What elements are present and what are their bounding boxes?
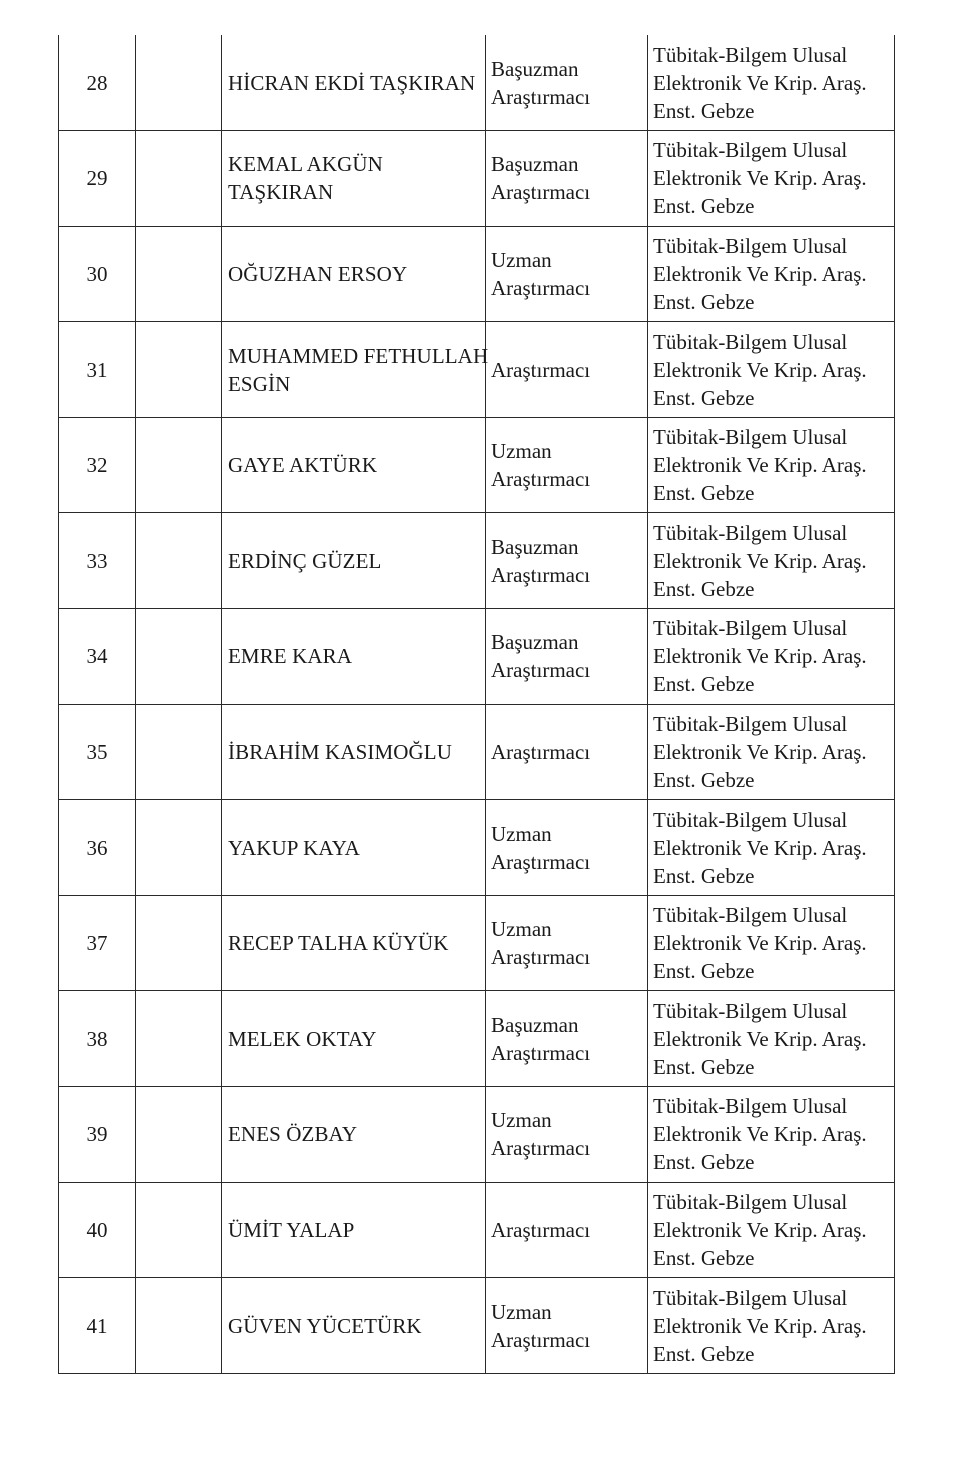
job-title-line: Uzman	[491, 821, 552, 846]
institution-line: Tübitak-Bilgem Ulusal	[653, 42, 848, 67]
institution-line: Enst. Gebze	[653, 863, 755, 888]
institution	[648, 1182, 895, 1278]
institution-line: Elektronik Ve Krip. Araş.	[653, 931, 867, 956]
institution	[648, 895, 895, 991]
table-row	[59, 35, 895, 131]
table-row	[59, 322, 895, 418]
person-name	[222, 417, 486, 513]
institution	[648, 704, 895, 800]
empty-cell	[136, 1087, 222, 1183]
institution	[648, 609, 895, 705]
row-number: 41	[59, 1278, 136, 1374]
row-number: 36	[59, 800, 136, 896]
institution-line: Elektronik Ve Krip. Araş.	[653, 1313, 867, 1338]
person-name	[222, 895, 486, 991]
empty-cell	[136, 609, 222, 705]
institution-line: Enst. Gebze	[653, 481, 755, 506]
institution-line: Tübitak-Bilgem Ulusal	[653, 233, 848, 258]
person-name	[222, 1182, 486, 1278]
personnel-table	[58, 35, 895, 1374]
institution-line: Enst. Gebze	[653, 576, 755, 601]
job-title-line: Araştırmacı	[491, 1217, 591, 1242]
institution	[648, 1087, 895, 1183]
job-title-line: Uzman	[491, 917, 552, 942]
job-title-line: Başuzman	[491, 56, 579, 81]
empty-cell	[136, 322, 222, 418]
row-number: 37	[59, 895, 136, 991]
job-title	[486, 226, 648, 322]
job-title-line: Uzman	[491, 1108, 552, 1133]
institution-line: Tübitak-Bilgem Ulusal	[653, 520, 848, 545]
table-row	[59, 1278, 895, 1374]
institution	[648, 417, 895, 513]
institution	[648, 513, 895, 609]
person-name-line: GÜVEN YÜCETÜRK	[228, 1313, 422, 1338]
job-title	[486, 417, 648, 513]
institution-line: Elektronik Ve Krip. Araş.	[653, 166, 867, 191]
person-name	[222, 609, 486, 705]
institution	[648, 322, 895, 418]
person-name-line: KEMAL AKGÜN	[228, 152, 383, 177]
job-title-line: Araştırmacı	[491, 275, 591, 300]
empty-cell	[136, 800, 222, 896]
job-title	[486, 1087, 648, 1183]
person-name	[222, 513, 486, 609]
institution-line: Elektronik Ve Krip. Araş.	[653, 1122, 867, 1147]
empty-cell	[136, 131, 222, 227]
job-title	[486, 704, 648, 800]
row-number: 33	[59, 513, 136, 609]
row-number: 30	[59, 226, 136, 322]
institution-line: Elektronik Ve Krip. Araş.	[653, 357, 867, 382]
person-name-line: ENES ÖZBAY	[228, 1122, 358, 1147]
institution-line: Enst. Gebze	[653, 1150, 755, 1175]
row-number: 29	[59, 131, 136, 227]
institution	[648, 131, 895, 227]
person-name-line: TAŞKIRAN	[228, 180, 334, 205]
table-row	[59, 609, 895, 705]
institution-line: Elektronik Ve Krip. Araş.	[653, 835, 867, 860]
person-name	[222, 1278, 486, 1374]
person-name	[222, 1087, 486, 1183]
institution	[648, 226, 895, 322]
job-title-line: Uzman	[491, 439, 552, 464]
person-name-line: MUHAMMED FETHULLAH	[228, 343, 489, 368]
job-title	[486, 800, 648, 896]
table-row	[59, 226, 895, 322]
job-title-line: Araştırmacı	[491, 658, 591, 683]
person-name	[222, 131, 486, 227]
institution-line: Elektronik Ve Krip. Araş.	[653, 739, 867, 764]
institution-line: Enst. Gebze	[653, 289, 755, 314]
institution-line: Enst. Gebze	[653, 98, 755, 123]
institution-line: Tübitak-Bilgem Ulusal	[653, 807, 848, 832]
institution-line: Tübitak-Bilgem Ulusal	[653, 1094, 848, 1119]
institution-line: Tübitak-Bilgem Ulusal	[653, 329, 848, 354]
job-title-line: Araştırmacı	[491, 1327, 591, 1352]
institution-line: Enst. Gebze	[653, 1341, 755, 1366]
person-name	[222, 226, 486, 322]
person-name-line: ERDİNÇ GÜZEL	[228, 548, 382, 573]
empty-cell	[136, 513, 222, 609]
empty-cell	[136, 226, 222, 322]
job-title	[486, 1278, 648, 1374]
job-title-line: Başuzman	[491, 1012, 579, 1037]
job-title	[486, 513, 648, 609]
person-name-line: HİCRAN EKDİ TAŞKIRAN	[228, 70, 476, 95]
institution-line: Elektronik Ve Krip. Araş.	[653, 1026, 867, 1051]
person-name	[222, 35, 486, 131]
job-title-line: Araştırmacı	[491, 1040, 591, 1065]
person-name-line: EMRE KARA	[228, 644, 352, 669]
job-title-line: Başuzman	[491, 152, 579, 177]
institution-line: Tübitak-Bilgem Ulusal	[653, 425, 848, 450]
job-title-line: Araştırmacı	[491, 739, 591, 764]
institution-line: Enst. Gebze	[653, 385, 755, 410]
institution	[648, 800, 895, 896]
institution	[648, 1278, 895, 1374]
person-name	[222, 800, 486, 896]
job-title-line: Araştırmacı	[491, 357, 591, 382]
job-title-line: Başuzman	[491, 630, 579, 655]
job-title	[486, 609, 648, 705]
personnel-table-body	[59, 35, 895, 1373]
job-title-line: Başuzman	[491, 534, 579, 559]
table-row	[59, 1087, 895, 1183]
institution-line: Enst. Gebze	[653, 767, 755, 792]
job-title-line: Araştırmacı	[491, 467, 591, 492]
institution	[648, 991, 895, 1087]
empty-cell	[136, 991, 222, 1087]
table-row	[59, 1182, 895, 1278]
institution-line: Tübitak-Bilgem Ulusal	[653, 1189, 848, 1214]
person-name-line: İBRAHİM KASIMOĞLU	[228, 739, 452, 764]
row-number: 34	[59, 609, 136, 705]
institution-line: Tübitak-Bilgem Ulusal	[653, 138, 848, 163]
institution-line: Enst. Gebze	[653, 959, 755, 984]
row-number: 31	[59, 322, 136, 418]
row-number: 35	[59, 704, 136, 800]
job-title	[486, 322, 648, 418]
person-name-line: MELEK OKTAY	[228, 1026, 377, 1051]
row-number: 40	[59, 1182, 136, 1278]
institution-line: Enst. Gebze	[653, 1245, 755, 1270]
table-row	[59, 704, 895, 800]
person-name-line: ESGİN	[228, 371, 291, 396]
institution-line: Tübitak-Bilgem Ulusal	[653, 1285, 848, 1310]
job-title	[486, 131, 648, 227]
institution-line: Tübitak-Bilgem Ulusal	[653, 711, 848, 736]
job-title-line: Uzman	[491, 1299, 552, 1324]
row-number: 39	[59, 1087, 136, 1183]
institution-line: Elektronik Ve Krip. Araş.	[653, 548, 867, 573]
empty-cell	[136, 704, 222, 800]
institution-line: Tübitak-Bilgem Ulusal	[653, 903, 848, 928]
person-name	[222, 322, 489, 418]
institution-line: Elektronik Ve Krip. Araş.	[653, 261, 867, 286]
table-row	[59, 991, 895, 1087]
table-row	[59, 131, 895, 227]
job-title-line: Araştırmacı	[491, 180, 591, 205]
job-title	[486, 991, 648, 1087]
job-title-line: Araştırmacı	[491, 562, 591, 587]
row-number: 38	[59, 991, 136, 1087]
table-row	[59, 417, 895, 513]
institution-line: Elektronik Ve Krip. Araş.	[653, 644, 867, 669]
job-title-line: Araştırmacı	[491, 849, 591, 874]
institution-line: Tübitak-Bilgem Ulusal	[653, 998, 848, 1023]
empty-cell	[136, 1278, 222, 1374]
job-title	[486, 895, 648, 991]
person-name-line: RECEP TALHA KÜYÜK	[228, 931, 449, 956]
job-title-line: Uzman	[491, 247, 552, 272]
institution-line: Elektronik Ve Krip. Araş.	[653, 70, 867, 95]
job-title	[486, 35, 648, 131]
job-title	[486, 1182, 648, 1278]
row-number: 32	[59, 417, 136, 513]
institution	[648, 35, 895, 131]
job-title-line: Araştırmacı	[491, 945, 591, 970]
institution-line: Enst. Gebze	[653, 1054, 755, 1079]
job-title-line: Araştırmacı	[491, 1136, 591, 1161]
person-name	[222, 991, 486, 1087]
empty-cell	[136, 895, 222, 991]
table-row	[59, 895, 895, 991]
person-name-line: ÜMİT YALAP	[228, 1217, 355, 1242]
person-name-line: YAKUP KAYA	[228, 835, 360, 860]
institution-line: Elektronik Ve Krip. Araş.	[653, 453, 867, 478]
institution-line: Enst. Gebze	[653, 672, 755, 697]
institution-line: Enst. Gebze	[653, 194, 755, 219]
job-title-line: Araştırmacı	[491, 84, 591, 109]
person-name-line: OĞUZHAN ERSOY	[228, 261, 408, 286]
table-row	[59, 513, 895, 609]
person-name-line: GAYE AKTÜRK	[228, 453, 378, 478]
empty-cell	[136, 35, 222, 131]
row-number: 28	[59, 35, 136, 131]
institution-line: Elektronik Ve Krip. Araş.	[653, 1217, 867, 1242]
table-row	[59, 800, 895, 896]
empty-cell	[136, 417, 222, 513]
person-name	[222, 704, 486, 800]
empty-cell	[136, 1182, 222, 1278]
institution-line: Tübitak-Bilgem Ulusal	[653, 616, 848, 641]
